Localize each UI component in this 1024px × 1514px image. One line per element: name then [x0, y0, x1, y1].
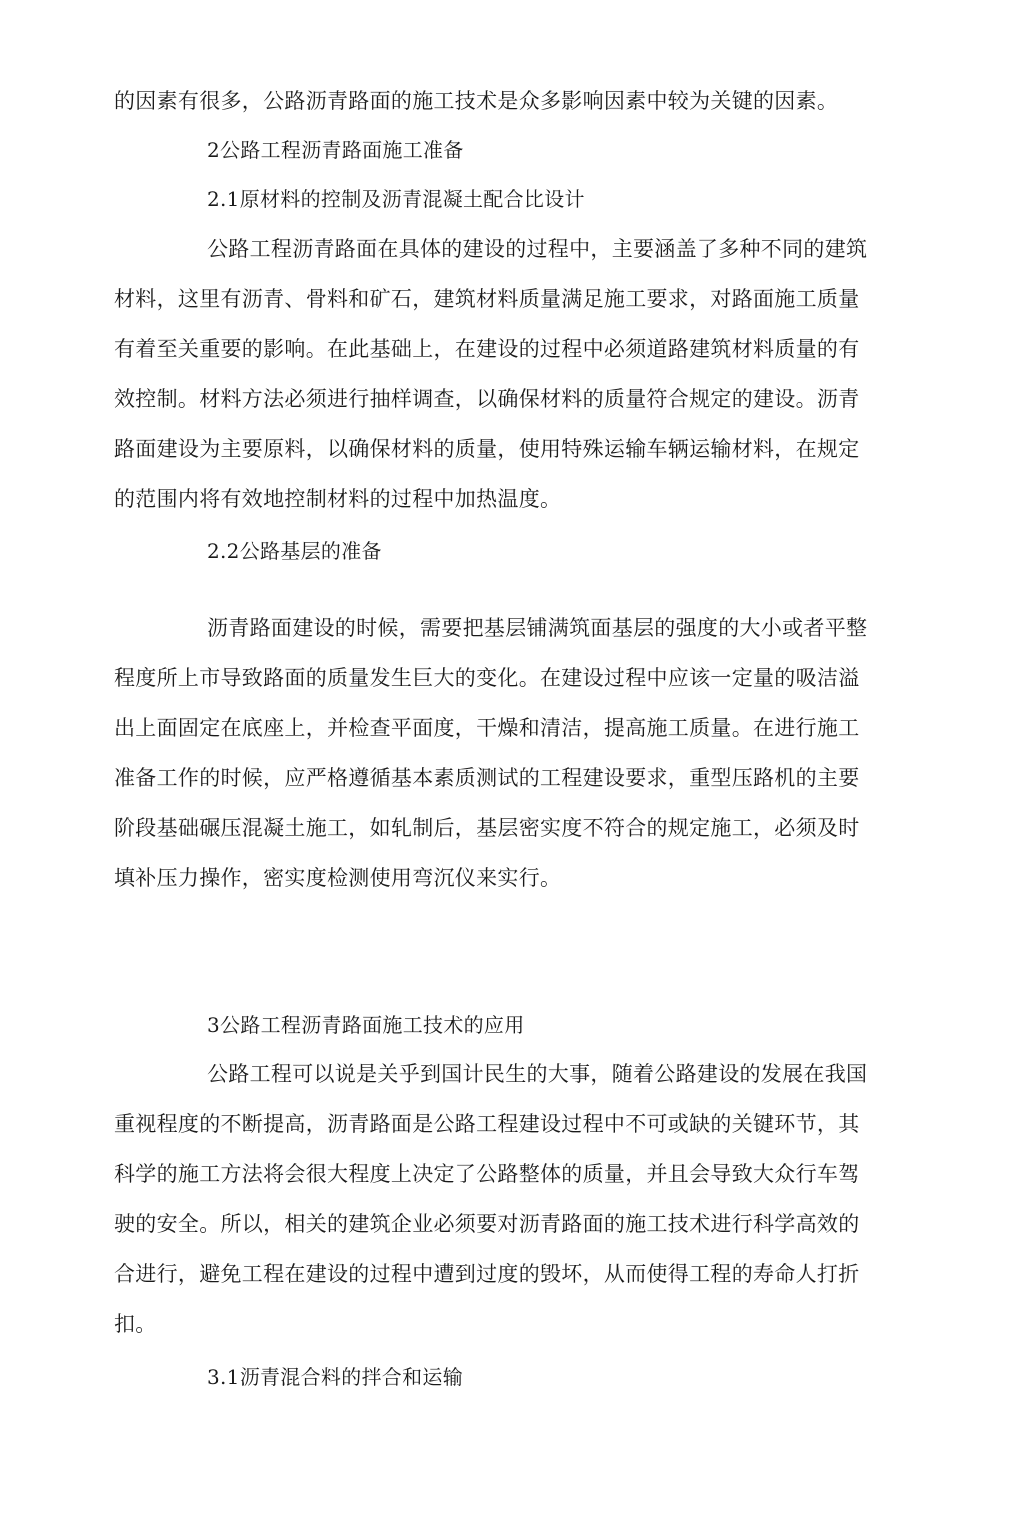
- paragraph-line: 扣。: [114, 1312, 157, 1336]
- paragraph-line: 阶段基础碾压混凝土施工，如轧制后，基层密实度不符合的规定施工，必须及时: [114, 816, 860, 840]
- paragraph-line: 效控制。材料方法必须进行抽样调查，以确保材料的质量符合规定的建设。沥青: [114, 387, 860, 411]
- section-heading: 2公路工程沥青路面施工准备: [207, 138, 464, 162]
- paragraph-line: 出上面固定在底座上，并检查平面度，干燥和清洁，提高施工质量。在进行施工: [114, 716, 860, 740]
- paragraph-line: 重视程度的不断提高，沥青路面是公路工程建设过程中不可或缺的关键环节，其: [114, 1112, 860, 1136]
- paragraph-line: 填补压力操作，密实度检测使用弯沉仪来实行。: [114, 866, 562, 890]
- paragraph-line: 路面建设为主要原料，以确保材料的质量，使用特殊运输车辆运输材料，在规定: [114, 437, 860, 461]
- subsection-heading: 3.1沥青混合料的拌合和运输: [207, 1365, 464, 1389]
- paragraph-line: 有着至关重要的影响。在此基础上，在建设的过程中必须道路建筑材料质量的有: [114, 337, 860, 361]
- subsection-heading: 2.1原材料的控制及沥青混凝土配合比设计: [207, 187, 585, 211]
- section-heading: 3公路工程沥青路面施工技术的应用: [207, 1013, 525, 1037]
- paragraph-line: 科学的施工方法将会很大程度上决定了公路整体的质量，并且会导致大众行车驾: [114, 1162, 860, 1186]
- paragraph-line: 准备工作的时候，应严格遵循基本素质测试的工程建设要求，重型压路机的主要: [114, 766, 860, 790]
- paragraph-line: 材料，这里有沥青、骨料和矿石，建筑材料质量满足施工要求，对路面施工质量: [114, 287, 860, 311]
- paragraph-line: 公路工程可以说是关乎到国计民生的大事，随着公路建设的发展在我国: [207, 1062, 868, 1086]
- paragraph-line: 的范围内将有效地控制材料的过程中加热温度。: [114, 487, 562, 511]
- paragraph-line: 的因素有很多，公路沥青路面的施工技术是众多影响因素中较为关键的因素。: [114, 89, 839, 113]
- paragraph-line: 程度所上市导致路面的质量发生巨大的变化。在建设过程中应该一定量的吸洁溢: [114, 666, 860, 690]
- subsection-heading: 2.2公路基层的准备: [207, 539, 382, 563]
- paragraph-line: 驶的安全。所以，相关的建筑企业必须要对沥青路面的施工技术进行科学高效的: [114, 1212, 860, 1236]
- paragraph-line: 沥青路面建设的时候，需要把基层铺满筑面基层的强度的大小或者平整: [207, 616, 868, 640]
- paragraph-line: 公路工程沥青路面在具体的建设的过程中，主要涵盖了多种不同的建筑: [207, 237, 868, 261]
- paragraph-line: 合进行，避免工程在建设的过程中遭到过度的毁坏，从而使得工程的寿命人打折: [114, 1262, 860, 1286]
